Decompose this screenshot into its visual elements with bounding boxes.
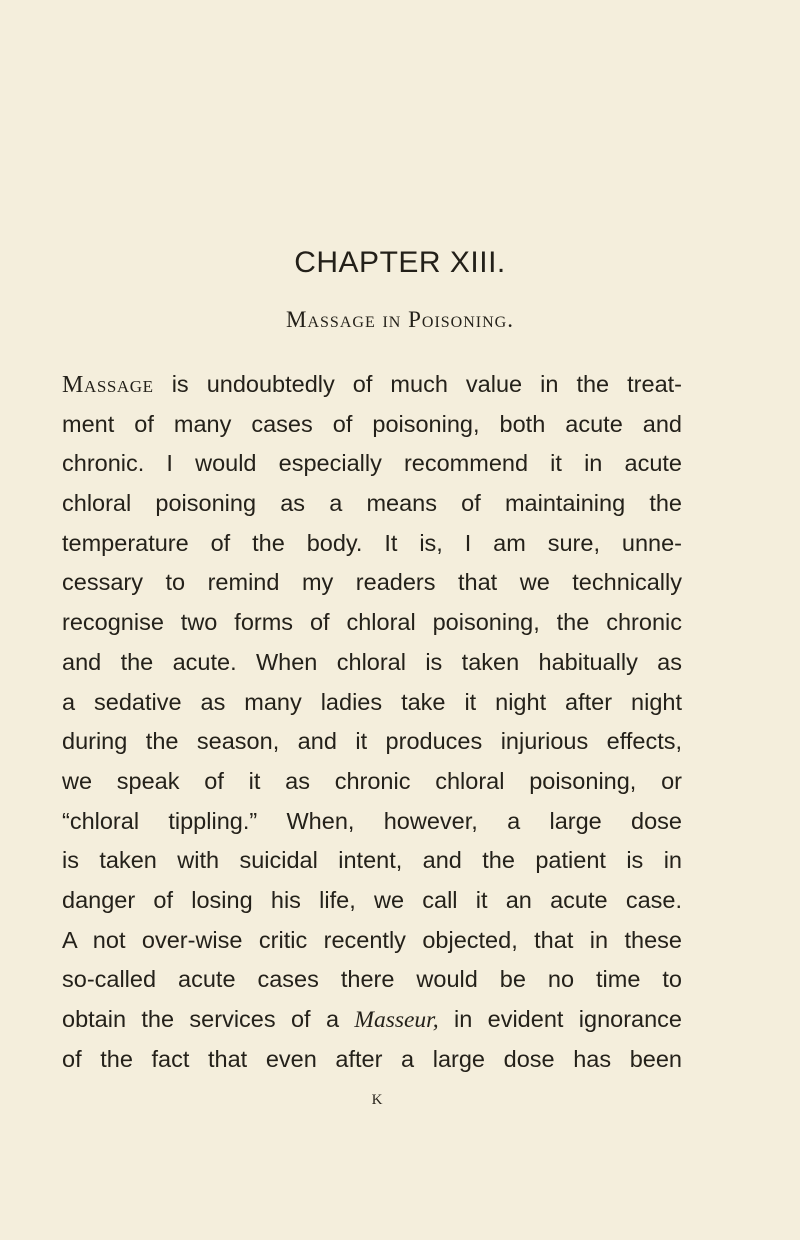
text-line: cessary to remind my readers that we technically bbox=[62, 569, 682, 596]
signature-mark: K bbox=[371, 1092, 383, 1108]
text-line: Massage is undoubtedly of much value in the treat- bbox=[62, 371, 682, 398]
opening-word: Massage bbox=[62, 372, 154, 398]
text-line: A not over-wise critic recently objected, that in these bbox=[62, 926, 682, 953]
text-line: during the season, and it produces injurious effects, bbox=[62, 728, 682, 755]
section-title: Massage in Poisoning. bbox=[286, 307, 514, 332]
text-line: and the acute. When chloral is taken habitually as bbox=[62, 648, 682, 675]
text-line: recognise two forms of chloral poisoning, the chronic bbox=[62, 609, 682, 636]
text-line: “chloral tippling.” When, however, a large dose bbox=[62, 807, 682, 834]
text-line: chronic. I would especially recommend it in acute bbox=[62, 450, 682, 477]
text-line: ment of many cases of poisoning, both acute and bbox=[62, 410, 682, 437]
chapter-heading: CHAPTER XIII. bbox=[294, 246, 506, 279]
text-line: so-called acute cases there would be no time to bbox=[62, 966, 682, 993]
italic-term: Masseur, bbox=[354, 1007, 439, 1033]
text-line: danger of losing his life, we call it an acute case. bbox=[62, 886, 682, 913]
text-line: chloral poisoning as a means of maintaining the bbox=[62, 490, 682, 517]
text-line: we speak of it as chronic chloral poisoning, or bbox=[62, 767, 682, 794]
text-line: of the fact that even after a large dose has been bbox=[62, 1045, 682, 1072]
text-line: obtain the services of a Masseur, in evident ignorance bbox=[62, 1006, 682, 1033]
text-line: a sedative as many ladies take it night after night bbox=[62, 688, 682, 715]
body-paragraph bbox=[62, 365, 682, 1079]
text-line: is taken with suicidal intent, and the patient is in bbox=[62, 847, 682, 874]
text-line: temperature of the body. It is, I am sure, unne- bbox=[62, 529, 682, 556]
